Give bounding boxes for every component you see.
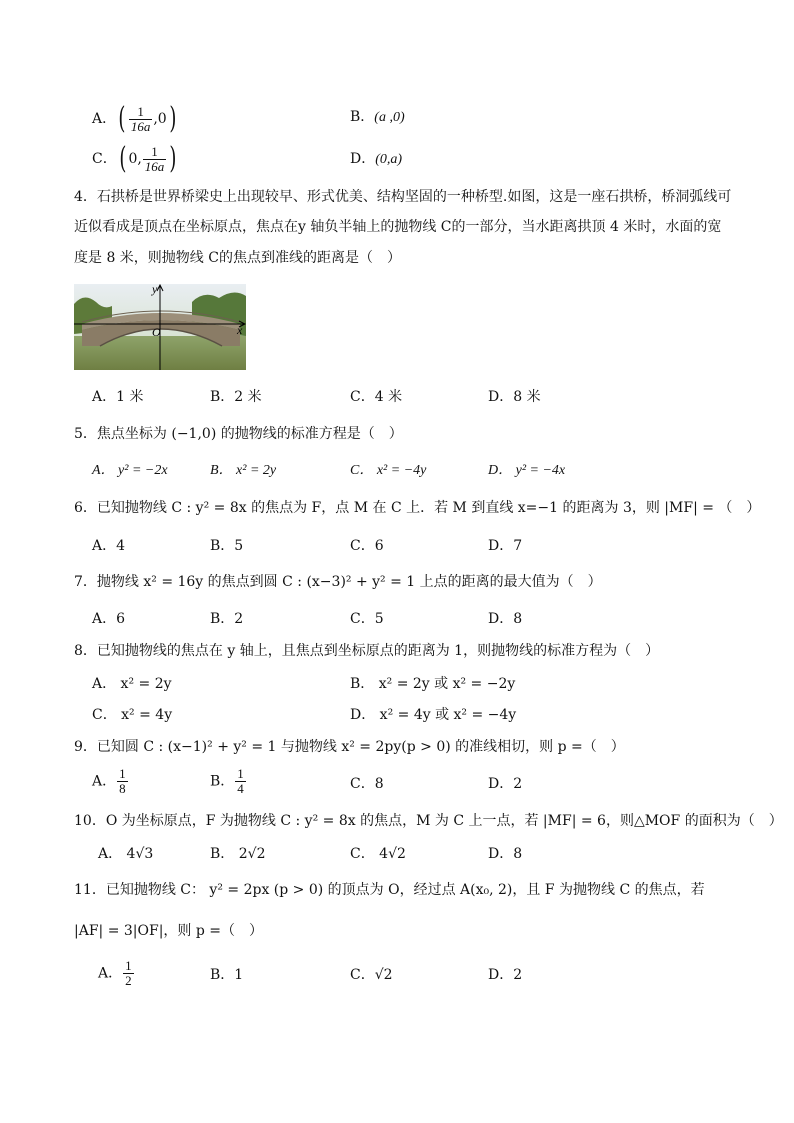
q4-option-d: D．8 米 (488, 389, 541, 405)
q3-option-b (350, 108, 405, 127)
numerator: 1 (125, 958, 132, 973)
numerator: 1 (119, 766, 126, 781)
q5-option-b: B． x² = 2y (210, 463, 277, 478)
q4-stem-line-3: 度是 8 米，则抛物线 C的焦点到准线的距离是（ ） (74, 250, 401, 266)
q9-stem: 9．已知圆 C : (x−1)² + y² = 1 与抛物线 x² = 2py(p > 0) 的准线相切，则 p =（ ） (74, 739, 625, 755)
q6-option-c: C．6 (350, 538, 384, 554)
fraction (123, 959, 134, 988)
q5-option-c: C． x² = −4y (350, 463, 427, 478)
q11-stem-line-1: 11．已知抛物线 C： y² = 2px (p > 0) 的顶点为 O，经过点 A(x₀, 2)，且 F 为抛物线 C 的焦点，若 (74, 882, 705, 898)
denominator: 16a (130, 118, 151, 134)
numerator: 1 (151, 143, 158, 159)
q9-option-c: C．8 (350, 776, 384, 792)
option-value: (0,a) (375, 152, 403, 167)
q9-option-d: D．2 (488, 776, 523, 792)
option-label: A． (92, 773, 117, 790)
q8-option-a: A． x² = 2y (92, 676, 172, 692)
q6-option-d: D．7 (488, 538, 523, 554)
x-axis-label: x (237, 323, 243, 337)
paren-right: ) (169, 101, 177, 136)
q10-option-b: B． 2√2 (210, 846, 266, 862)
q10-option-c: C． 4√2 (350, 846, 406, 862)
option-value: (a ,0) (374, 110, 405, 125)
q5-stem: 5．焦点坐标为 (−1,0) 的抛物线的标准方程是（ ） (74, 426, 403, 442)
fraction (129, 105, 153, 134)
denominator: 4 (237, 781, 244, 796)
q6-option-a: A．4 (92, 538, 126, 554)
q8-option-d: D． x² = 4y 或 x² = −4y (350, 707, 517, 723)
origin-label: O (152, 325, 161, 339)
q3-option-a (92, 101, 178, 136)
q4-stem-line-2: 近似看成是顶点在坐标原点，焦点在y 轴负半轴上的抛物线 C的一部分，当水距离拱顶 4 米时，水面的宽 (74, 219, 722, 235)
denominator: 2 (125, 973, 132, 988)
paren-right: ) (169, 141, 177, 176)
q9-option-b (210, 767, 247, 796)
q7-option-c: C．5 (350, 611, 384, 627)
fraction (143, 145, 167, 174)
q8-option-b: B． x² = 2y 或 x² = −2y (350, 676, 516, 692)
q3-option-c (92, 141, 179, 176)
fraction (117, 767, 128, 796)
numerator: 1 (137, 103, 144, 119)
q11-option-c: C．√2 (350, 967, 393, 983)
q7-option-d: D．8 (488, 611, 523, 627)
q11-stem-line-2: |AF| = 3|OF|，则 p =（ ） (74, 923, 264, 939)
q10-option-a: A． 4√3 (98, 846, 154, 862)
q4-stem-line-1: 4．石拱桥是世界桥梁史上出现较早、形式优美、结构坚固的一种桥型.如图，这是一座石拱桥，桥洞弧线可 (74, 189, 732, 205)
q8-stem: 8．已知抛物线的焦点在 y 轴上，且焦点到坐标原点的距离为 1，则抛物线的标准方程为（ ） (74, 643, 660, 659)
paren-left: ( (119, 141, 127, 176)
q4-option-a: A．1 米 (92, 389, 144, 405)
q5-option-a: A． y² = −2x (92, 463, 168, 478)
q11-option-d: D．2 (488, 967, 523, 983)
q7-option-a: A．6 (92, 611, 126, 627)
q10-option-d: D．8 (488, 846, 523, 862)
q3-option-d (350, 150, 402, 169)
denominator: 16a (144, 158, 165, 174)
q4-option-c: C．4 米 (350, 389, 403, 405)
q4-option-b: B．2 米 (210, 389, 262, 405)
q6-option-b: B．5 (210, 538, 244, 554)
y-axis-label: y (152, 284, 158, 296)
paren-left: ( (118, 101, 126, 136)
q7-stem: 7．抛物线 x² = 16y 的焦点到圆 C : (x−3)² + y² = 1 上点的距离的最大值为（ ） (74, 574, 602, 590)
option-head: 0, (128, 151, 142, 167)
option-label: A． (98, 965, 123, 982)
q6-stem: 6．已知抛物线 C : y² = 8x 的焦点为 F，点 M 在 C 上．若 M 到直线 x=−1 的距离为 3，则 |MF| = （ ） (74, 500, 761, 516)
q7-option-b: B．2 (210, 611, 244, 627)
q11-option-a (98, 959, 135, 988)
option-tail: ,0 (153, 111, 167, 127)
q11-option-b: B．1 (210, 967, 244, 983)
denominator: 8 (119, 781, 126, 796)
option-label: A． (92, 111, 117, 127)
option-label: C． (92, 151, 117, 167)
q10-stem: 10．O 为坐标原点，F 为抛物线 C : y² = 8x 的焦点，M 为 C 上一点，若 |MF| = 6，则△MOF 的面积为（ ） (74, 813, 783, 829)
arch-bridge-figure (74, 284, 246, 370)
fraction (235, 767, 246, 796)
q5-option-d: D． y² = −4x (488, 463, 566, 478)
q9-option-a (92, 767, 129, 796)
option-label: B． (210, 773, 235, 790)
q8-option-c: C． x² = 4y (92, 707, 173, 723)
option-label: B． (350, 109, 375, 125)
option-label: D． (350, 151, 376, 167)
numerator: 1 (237, 766, 244, 781)
